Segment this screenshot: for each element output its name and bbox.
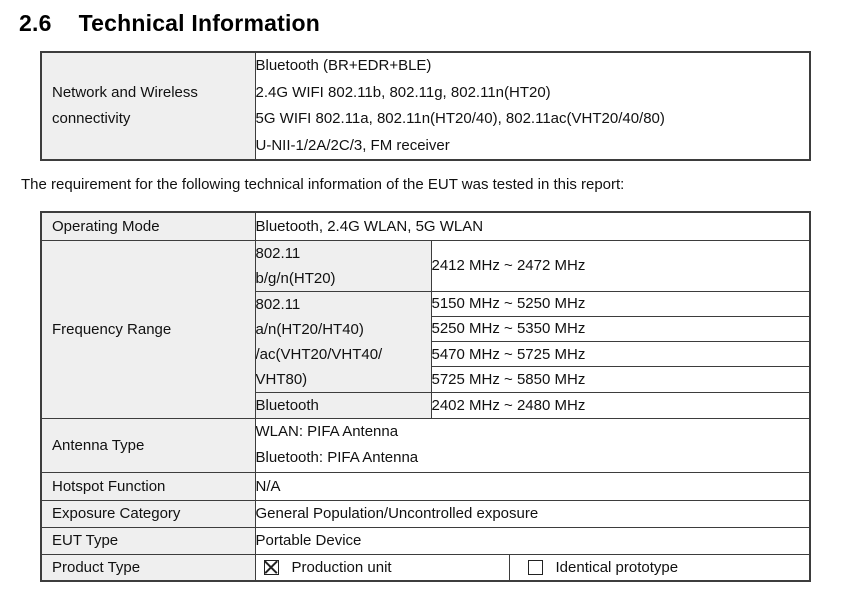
- product-type-label: Product Type: [41, 554, 255, 581]
- mode-line: b/g/n(HT20): [255, 269, 336, 287]
- mode-line: 802.11: [255, 244, 301, 262]
- value-line: Bluetooth: PIFA Antenna: [255, 449, 419, 466]
- eut-type-row: [41, 527, 810, 554]
- antenna-type-label: Antenna Type: [41, 418, 255, 472]
- section-number: 2.6: [19, 10, 52, 36]
- antenna-type-row: [41, 418, 810, 472]
- operating-mode-row: [41, 212, 810, 240]
- value-line: U-NII-1/2A/2C/3, FM receiver: [255, 136, 450, 154]
- value-line: 5G WIFI 802.11a, 802.11n(HT20/40), 802.11ac(VHT20/40/80): [255, 110, 665, 127]
- product-type-options: [256, 555, 810, 580]
- value-line: WLAN: PIFA Antenna: [255, 423, 399, 440]
- operating-mode-label: Operating Mode: [41, 212, 255, 240]
- technical-table: [40, 211, 811, 582]
- product-type-options-cell: [255, 554, 810, 581]
- exposure-value: General Population/Uncontrolled exposure: [255, 500, 810, 527]
- band-24-mode-cell: [255, 240, 431, 291]
- connectivity-label-cell: [41, 52, 255, 160]
- option-label: Production unit: [291, 558, 392, 576]
- checkbox-unchecked-icon: [528, 560, 543, 575]
- hotspot-label: Hotspot Function: [41, 472, 255, 500]
- band-5-range: 5725 MHz ~ 5850 MHz: [431, 367, 810, 392]
- connectivity-value-cell: [255, 52, 810, 160]
- band-5-mode-cell: [255, 291, 431, 392]
- label-line: Network and Wireless: [52, 84, 198, 101]
- band-bt-range: 2402 MHz ~ 2480 MHz: [431, 392, 810, 418]
- product-type-option-production: [256, 555, 509, 580]
- eut-type-value: Portable Device: [255, 527, 810, 554]
- option-label: Identical prototype: [555, 558, 679, 576]
- table-row: [41, 52, 810, 160]
- mode-line: VHT80): [255, 370, 308, 388]
- band-5-range: 5470 MHz ~ 5725 MHz: [431, 342, 810, 367]
- hotspot-value: N/A: [255, 472, 810, 500]
- operating-mode-value: Bluetooth, 2.4G WLAN, 5G WLAN: [255, 212, 810, 240]
- frequency-row-24ghz: [41, 240, 810, 291]
- band-5-range: 5250 MHz ~ 5350 MHz: [431, 316, 810, 341]
- section-heading: [19, 10, 320, 37]
- band-bt-mode-cell: Bluetooth: [255, 392, 431, 418]
- product-type-option-prototype: [509, 555, 810, 580]
- band-5-range: 5150 MHz ~ 5250 MHz: [431, 291, 810, 316]
- mode-line: /ac(VHT20/VHT40/: [255, 345, 383, 363]
- mode-line: 802.11: [255, 295, 301, 313]
- exposure-row: [41, 500, 810, 527]
- mode-line: a/n(HT20/HT40): [255, 320, 364, 338]
- checkbox-checked-icon: [264, 560, 279, 575]
- frequency-range-label: Frequency Range: [41, 240, 255, 418]
- intro-text: The requirement for the following technical information of the EUT was tested in this report:: [21, 176, 625, 193]
- connectivity-table: [40, 51, 811, 161]
- hotspot-row: [41, 472, 810, 500]
- eut-type-label: EUT Type: [41, 527, 255, 554]
- band-24-range: 2412 MHz ~ 2472 MHz: [431, 240, 810, 291]
- exposure-label: Exposure Category: [41, 500, 255, 527]
- product-type-row: [41, 554, 810, 581]
- antenna-type-value: [255, 418, 810, 472]
- label-line: connectivity: [52, 110, 131, 127]
- value-line: 2.4G WIFI 802.11b, 802.11g, 802.11n(HT20): [255, 83, 551, 101]
- section-title: Technical Information: [78, 10, 321, 36]
- value-line: Bluetooth (BR+EDR+BLE): [255, 57, 432, 74]
